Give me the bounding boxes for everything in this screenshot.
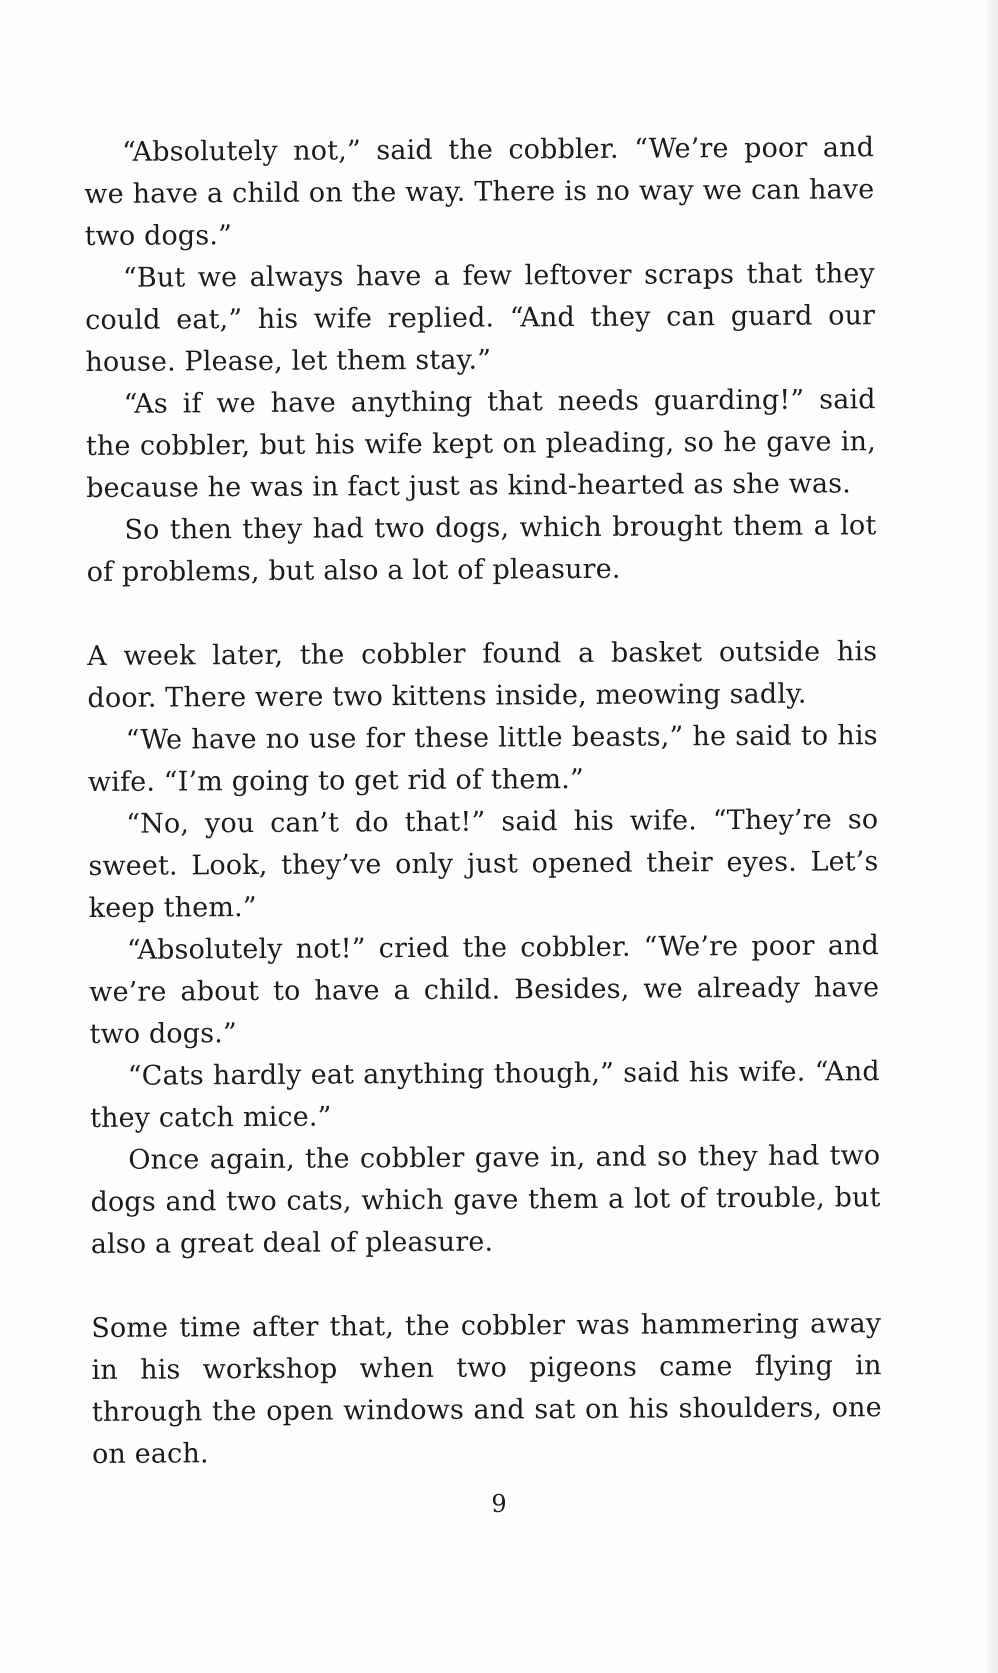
paragraph: “Absolutely not,” said the cobbler. “We’re poor and we have a child on the way. There is no way we can have two dogs.” bbox=[84, 132, 875, 252]
body-text bbox=[84, 127, 882, 1476]
paragraph: “We have no use for these little beasts,” he said to his wife. “I’m going to get rid of them.” bbox=[87, 720, 878, 798]
paragraph: “As if we have anything that needs guarding!” said the cobbler, but his wife kept on pleading, so he gave in, because he was in fact just as kind-hearted as she was. bbox=[85, 384, 877, 504]
paragraph: “Absolutely not!” cried the cobbler. “We’re poor and we’re about to have a child. Besides, we already have two dogs.” bbox=[89, 930, 880, 1050]
page-edge-shadow bbox=[984, 0, 998, 1673]
paragraph: “But we always have a few leftover scraps that they could eat,” his wife replied. “And they can guard our house. Please, let them stay.” bbox=[85, 258, 876, 378]
paragraph: “Cats hardly eat anything though,” said his wife. “And they catch mice.” bbox=[89, 1056, 880, 1134]
paragraph-section-start: Some time after that, the cobbler was hammering away in his workshop when two pigeons came flying in through the open windows and sat on his shoulders, one on each. bbox=[91, 1308, 882, 1470]
paragraph: “No, you can’t do that!” said his wife. “They’re so sweet. Look, they’ve only just opened their eyes. Let’s keep them.” bbox=[88, 804, 879, 924]
paragraph: So then they had two dogs, which brought them a lot of problems, but also a lot of pleasure. bbox=[86, 510, 877, 588]
page-number: 9 bbox=[491, 1490, 507, 1518]
paragraph: Once again, the cobbler gave in, and so they had two dogs and two cats, which gave them a lot of trouble, but also a great deal of pleasure. bbox=[90, 1140, 881, 1260]
paragraph-section-start: A week later, the cobbler found a basket outside his door. There were two kittens inside, meowing sadly. bbox=[87, 636, 878, 714]
